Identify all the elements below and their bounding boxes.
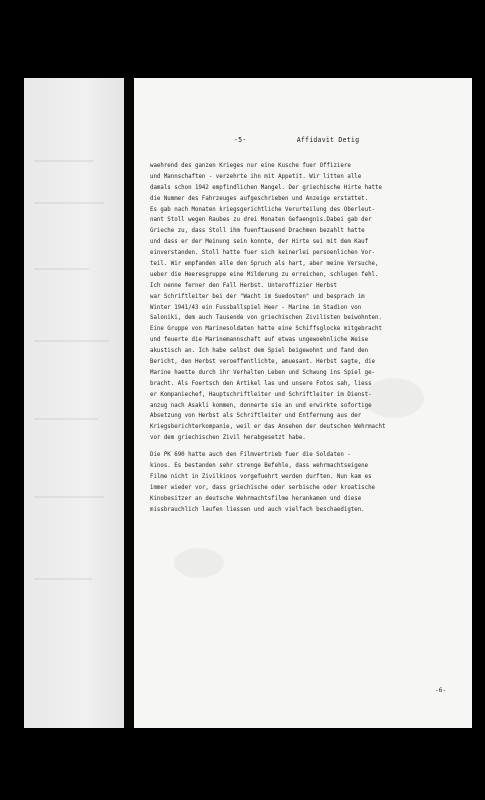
text-line: Ich nenne ferner den Fall Herbst. Unteroffizier Herbst	[150, 282, 337, 289]
body-text	[150, 161, 468, 516]
text-line: Absetzung von Herbst als Schriftleiter und Entfernung aus der	[150, 413, 362, 420]
text-line: waehrend des ganzen Krieges nur eine Kusche fuer Offiziere	[150, 163, 351, 169]
page-number: -5-	[234, 136, 247, 144]
text-line: immer wieder vor, dass griechische oder serbische oder kroatische	[150, 484, 376, 491]
text-line: Bericht, den Herbst veroeffentlichte, amuesant. Herbst sagte, die	[150, 359, 376, 366]
text-line: Saloniki, dem auch Tausende von griechischen Zivilisten beiwohnten.	[150, 315, 382, 322]
text-line: vor dem griechischen Zivil herabgesetzt habe.	[150, 435, 306, 442]
text-line: Die PK 690 hatte auch den Filmvertrieb fuer die Soldaten -	[150, 452, 351, 459]
text-line: einverstanden. Stoll hatte fuer sich keinerlei persoenlichen Vor-	[150, 250, 376, 257]
text-line: Winter 1941/43 ein Fussballspiel Heer - Marine im Stadion von	[150, 304, 362, 311]
text-line: ueber die Heeresgruppe eine Milderung zu erreichen, schlugen fehl.	[150, 271, 379, 278]
text-line: Es gab nach Monaten kriegsgerichtliche Verurteilung des Oberleut-	[150, 206, 376, 213]
scanned-document	[24, 78, 472, 728]
text-line: Marine haette durch ihr Verhalten Leben und Schwung ins Spiel ge-	[150, 369, 376, 376]
next-page-marker: -6-	[435, 687, 446, 694]
text-line: und dass er der Meinung sein konnte, der Hirte sei mit dem Kauf	[150, 239, 369, 246]
text-line: er Kompaniechef, Hauptschriftleiter und Schriftleiter im Dienst-	[150, 391, 372, 398]
binding-shadow	[124, 78, 134, 728]
text-line: und Mannschaften - verzehrte ihn mit Appetit. Wir litten alle	[150, 173, 362, 180]
text-line: damals schon 1942 empfindlichen Mangel. Der griechische Hirte hatte	[150, 184, 382, 191]
text-line: Grieche zu, dass Stoll ihm fuenftausend Drachmen bezahlt hatte	[150, 228, 365, 235]
text-line: nant Stoll wegen Raubes zu drei Monaten Gefaengnis.Dabei gab der	[150, 217, 372, 224]
document-page	[134, 78, 472, 728]
previous-page-edge	[24, 78, 124, 728]
text-line: teil. Wir empfanden alle den Spruch als hart, aber meine Versuche,	[150, 261, 379, 268]
text-line: kinos. Es bestanden sehr strenge Befehle, dass wehrmachtseigene	[150, 463, 369, 470]
text-line: akustisch an. Ich habe selbst dem Spiel beigewohnt und fand den	[150, 348, 369, 355]
text-line: Eine Gruppe von Marinesoldaten hatte eine Schiffsglocke mitgebracht	[150, 326, 382, 333]
text-line: missbrauchlich laufen liessen und auch vielfach beschaedigten.	[150, 506, 365, 513]
text-line: Kinobesitzer an deutsche Wehrmachtsfilme herankamen und diese	[150, 495, 362, 502]
text-line: die Nummer des Fahrzeuges aufgeschrieben und Anzeige erstattet.	[150, 195, 369, 202]
text-line: Filme nicht in Zivilkinos vorgefuehrt werden durften. Nun kam es	[150, 473, 372, 480]
text-line: war Schriftleiter bei der "Wacht im Suedosten" und besprach im	[150, 293, 365, 300]
document-title: Affidavit Detig	[296, 136, 360, 144]
text-line: anzug nach Asakli kommen, donnerte sie an und erwirkte sofortige	[150, 402, 372, 409]
page-header	[234, 136, 359, 144]
text-line: Kriegsberichterkompanie, weil er das Ansehen der deutschen Wehrmacht	[150, 424, 386, 431]
text-line: und feuerte die Marinemannschaft auf etwas ungewoehnliche Weise	[150, 337, 369, 344]
text-line: bracht. Als Foertsch den Artikel las und unsere Fotos sah, liess	[150, 380, 372, 387]
